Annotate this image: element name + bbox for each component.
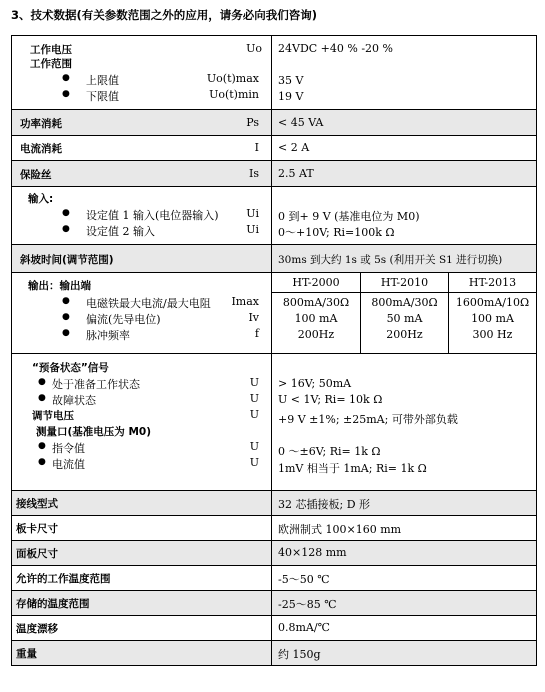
model-f: 200Hz [386, 328, 423, 341]
model-iv: 100 mA [471, 312, 514, 325]
input2-label: 设定值 2 输入 [86, 225, 155, 238]
bullet-icon: ● [38, 441, 46, 451]
input1-label: 设定值 1 输入(电位器输入) [86, 209, 219, 222]
bullet-icon: ● [62, 224, 70, 234]
model-col [272, 273, 360, 353]
row-drift [12, 616, 537, 641]
row-card [12, 516, 537, 541]
row-supply [12, 36, 537, 110]
upper-value: 35 V [278, 74, 304, 87]
current-value: < 2 A [278, 141, 310, 154]
ready3-value: 0 ～±6V; Ri= 1k Ω [278, 445, 381, 458]
bullet-icon: ● [38, 393, 46, 403]
upper-label: 上限值 [86, 74, 119, 87]
ready-label: “预备状态”信号 [32, 362, 109, 374]
range-label: 工作范围 [30, 58, 72, 70]
reg-value: +9 V ±1%; ±25mA; 可带外部负载 [278, 413, 458, 426]
input1-symbol: Ui [246, 207, 259, 220]
upper-symbol: Uo(t)max [206, 72, 259, 85]
output2-symbol: Iv [248, 311, 259, 324]
input1-value: 0 到+ 9 V (基准电位为 M0) [278, 210, 420, 223]
reg-label: 调节电压 [32, 410, 74, 422]
row-input [12, 187, 537, 245]
optemp-label: 允许的工作温度范围 [16, 573, 111, 585]
power-symbol: Ps [246, 116, 259, 129]
output1-symbol: Imax [231, 295, 259, 308]
model-name: HT-2013 [449, 273, 536, 293]
ready2-label: 故障状态 [52, 394, 96, 407]
card-label: 板卡尺寸 [16, 523, 58, 535]
model-f: 200Hz [297, 328, 335, 341]
supply-label: 工作电压 [30, 44, 72, 56]
bullet-icon: ● [62, 89, 70, 99]
drift-label: 温度漂移 [16, 623, 58, 635]
ramp-label: 斜坡时间(调节范围) [20, 254, 114, 266]
sttemp-label: 存储的温度范围 [16, 598, 90, 610]
bullet-icon: ● [38, 457, 46, 467]
model-imax: 800mA/30Ω [282, 296, 350, 309]
fuse-label: 保险丝 [20, 169, 52, 181]
row-panel [12, 541, 537, 566]
connector-value: 32 芯插接板; D 形 [278, 498, 371, 511]
bullet-icon: ● [38, 377, 46, 387]
input2-symbol: Ui [246, 223, 259, 236]
row-weight [12, 641, 537, 666]
spec-table [11, 35, 537, 666]
input-label: 输入: [28, 193, 54, 205]
bullet-icon: ● [62, 328, 70, 338]
current-label: 电流消耗 [20, 143, 62, 155]
output3-symbol: f [254, 327, 259, 340]
connector-label: 接线型式 [16, 498, 58, 510]
model-col [360, 273, 448, 353]
card-value: 欧洲制式 100×160 mm [278, 523, 402, 536]
section-heading: 3、技术数据(有关参数范围之外的应用，请务必向我们咨询) [11, 8, 318, 22]
model-f: 300 Hz [472, 328, 513, 341]
bullet-icon: ● [62, 296, 70, 306]
model-col [448, 273, 536, 353]
ready2-symbol: U [249, 392, 259, 405]
lower-symbol: Uo(t)min [209, 88, 259, 101]
output-label: 输出：输出端 [28, 280, 91, 292]
model-imax: 1600mA/10Ω [455, 296, 530, 309]
row-fuse [12, 161, 537, 187]
model-iv: 100 mA [294, 312, 338, 325]
lower-label: 下限值 [86, 90, 119, 103]
row-connector [12, 491, 537, 516]
output2-label: 偏流(先导电位) [86, 313, 161, 326]
model-iv: 50 mA [386, 312, 423, 325]
meas-label: 测量口(基准电压为 M0) [36, 426, 152, 438]
weight-value: 约 150g [278, 648, 321, 661]
row-power [12, 110, 537, 136]
bullet-icon: ● [62, 208, 70, 218]
supply-symbol: Uo [246, 42, 262, 55]
current-symbol: I [254, 141, 259, 154]
row-sttemp [12, 591, 537, 616]
bullet-icon: ● [62, 312, 70, 322]
weight-label: 重量 [16, 648, 37, 660]
output1-label: 电磁铁最大电流/最大电阻 [86, 297, 211, 310]
ready3-symbol: U [249, 440, 259, 453]
drift-value: 0.8mA/℃ [278, 621, 330, 634]
output3-label: 脉冲频率 [86, 329, 130, 342]
panel-value: 40×128 mm [278, 546, 347, 559]
input2-value: 0～+10V; Ri=100k Ω [278, 226, 395, 239]
ready3-label: 指令值 [52, 442, 85, 455]
power-value: < 45 VA [278, 116, 324, 129]
reg-symbol: U [249, 408, 259, 421]
row-output [12, 273, 537, 354]
lower-value: 19 V [278, 90, 304, 103]
ready2-value: U < 1V; Ri= 10k Ω [278, 393, 383, 406]
model-name: HT-2010 [361, 273, 448, 293]
ready1-symbol: U [249, 376, 259, 389]
ready4-label: 电流值 [52, 458, 85, 471]
row-ready [12, 354, 537, 491]
model-imax: 800mA/30Ω [371, 296, 438, 309]
optemp-value: -5～50 ℃ [278, 573, 330, 586]
row-optemp [12, 566, 537, 591]
bullet-icon: ● [62, 73, 70, 83]
row-ramp [12, 245, 537, 273]
ready4-value: 1mV 相当于 1mA; Ri= 1k Ω [278, 462, 427, 475]
supply-value: 24VDC +40 % -20 % [278, 42, 393, 55]
model-columns [272, 273, 536, 353]
power-label: 功率消耗 [20, 118, 62, 130]
row-current [12, 136, 537, 161]
sttemp-value: -25～85 ℃ [278, 598, 337, 611]
ramp-value: 30ms 到大约 1s 或 5s (利用开关 S1 进行切换) [278, 254, 503, 266]
ready4-symbol: U [249, 456, 259, 469]
model-name: HT-2000 [272, 273, 360, 293]
ready1-value: > 16V; 50mA [278, 377, 352, 390]
fuse-symbol: Is [249, 167, 259, 180]
panel-label: 面板尺寸 [16, 548, 58, 560]
ready1-label: 处于准备工作状态 [52, 378, 140, 391]
fuse-value: 2.5 AT [278, 167, 314, 180]
